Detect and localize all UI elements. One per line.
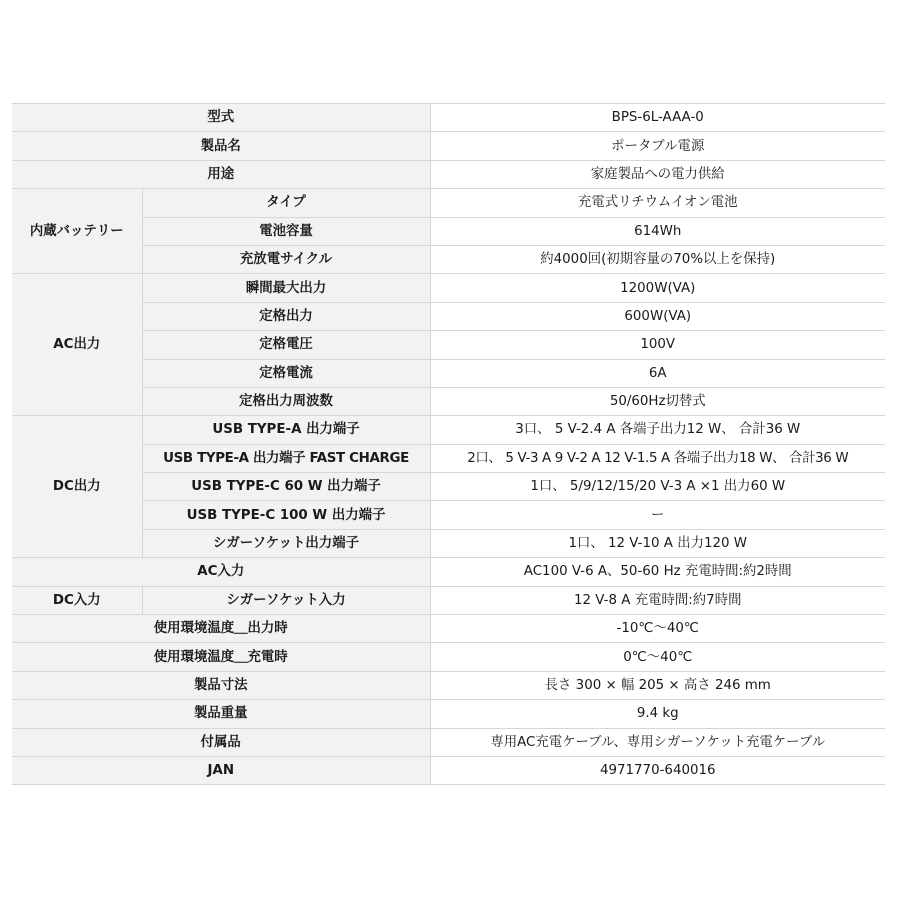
table-row (12, 387, 885, 415)
spec-label: 製品名 (12, 132, 430, 160)
spec-value: 614Wh (430, 217, 885, 245)
spec-label: USB TYPE-C 100 W 出力端子 (142, 501, 430, 529)
table-row (12, 274, 885, 302)
spec-value: 6A (430, 359, 885, 387)
spec-value: 50/60Hz切替式 (430, 387, 885, 415)
spec-value: 0℃〜40℃ (430, 643, 885, 671)
spec-value: 2口、 5 V-3 A 9 V-2 A 12 V-1.5 A 各端子出力18 W、 合計36 W (430, 444, 885, 472)
table-row (12, 700, 885, 728)
spec-label: 定格電流 (142, 359, 430, 387)
spec-value: 充電式リチウムイオン電池 (430, 189, 885, 217)
spec-label: 使用環境温度＿充電時 (12, 643, 430, 671)
spec-value: 家庭製品への電力供給 (430, 160, 885, 188)
spec-label: USB TYPE-A 出力端子 FAST CHARGE (142, 444, 430, 472)
spec-value: ポータブル電源 (430, 132, 885, 160)
table-row (12, 529, 885, 557)
spec-value: 長さ 300 × 幅 205 × 高さ 246 mm (430, 671, 885, 699)
table-row (12, 756, 885, 784)
table-row (12, 132, 885, 160)
spec-label: USB TYPE-C 60 W 出力端子 (142, 473, 430, 501)
spec-value: 1口、 12 V-10 A 出力120 W (430, 529, 885, 557)
table-row (12, 302, 885, 330)
spec-value: ー (430, 501, 885, 529)
spec-table (12, 103, 885, 785)
spec-label: JAN (12, 756, 430, 784)
table-row (12, 416, 885, 444)
spec-label: 電池容量 (142, 217, 430, 245)
table-row (12, 643, 885, 671)
spec-value: BPS-6L-AAA-0 (430, 104, 885, 132)
spec-label: AC入力 (12, 558, 430, 586)
table-row (12, 671, 885, 699)
table-row (12, 501, 885, 529)
spec-label: 製品寸法 (12, 671, 430, 699)
table-row (12, 189, 885, 217)
table-row (12, 331, 885, 359)
table-row (12, 473, 885, 501)
table-row (12, 160, 885, 188)
spec-label: 使用環境温度＿出力時 (12, 615, 430, 643)
spec-value: 1200W(VA) (430, 274, 885, 302)
group-label-dc-input: DC入力 (12, 586, 142, 614)
table-row (12, 245, 885, 273)
spec-label: 製品重量 (12, 700, 430, 728)
spec-value: -10℃〜40℃ (430, 615, 885, 643)
spec-value: 約4000回(初期容量の70%以上を保持) (430, 245, 885, 273)
group-label-dc-output: DC出力 (12, 416, 142, 558)
spec-label: USB TYPE-A 出力端子 (142, 416, 430, 444)
spec-value: 1口、 5/9/12/15/20 V-3 A ×1 出力60 W (430, 473, 885, 501)
table-row (12, 586, 885, 614)
table-row (12, 359, 885, 387)
spec-label: シガーソケット入力 (142, 586, 430, 614)
spec-label: 定格出力 (142, 302, 430, 330)
table-row (12, 217, 885, 245)
table-row (12, 558, 885, 586)
spec-value: 9.4 kg (430, 700, 885, 728)
table-row (12, 728, 885, 756)
spec-value: AC100 V-6 A、50-60 Hz 充電時間:約2時間 (430, 558, 885, 586)
spec-label: 瞬間最大出力 (142, 274, 430, 302)
table-row (12, 444, 885, 472)
spec-label: シガーソケット出力端子 (142, 529, 430, 557)
spec-value: 12 V-8 A 充電時間:約7時間 (430, 586, 885, 614)
spec-label: 定格出力周波数 (142, 387, 430, 415)
spec-value: 4971770-640016 (430, 756, 885, 784)
spec-label: 型式 (12, 104, 430, 132)
group-label-ac-output: AC出力 (12, 274, 142, 416)
spec-value: 100V (430, 331, 885, 359)
spec-value: 3口、 5 V-2.4 A 各端子出力12 W、 合計36 W (430, 416, 885, 444)
table-row (12, 104, 885, 132)
spec-label: 定格電圧 (142, 331, 430, 359)
spec-value: 600W(VA) (430, 302, 885, 330)
spec-label: 用途 (12, 160, 430, 188)
spec-label: 付属品 (12, 728, 430, 756)
spec-value: 専用AC充電ケーブル、専用シガーソケット充電ケーブル (430, 728, 885, 756)
spec-label: 充放電サイクル (142, 245, 430, 273)
spec-label: タイプ (142, 189, 430, 217)
group-label-battery: 内蔵バッテリー (12, 189, 142, 274)
table-row (12, 615, 885, 643)
